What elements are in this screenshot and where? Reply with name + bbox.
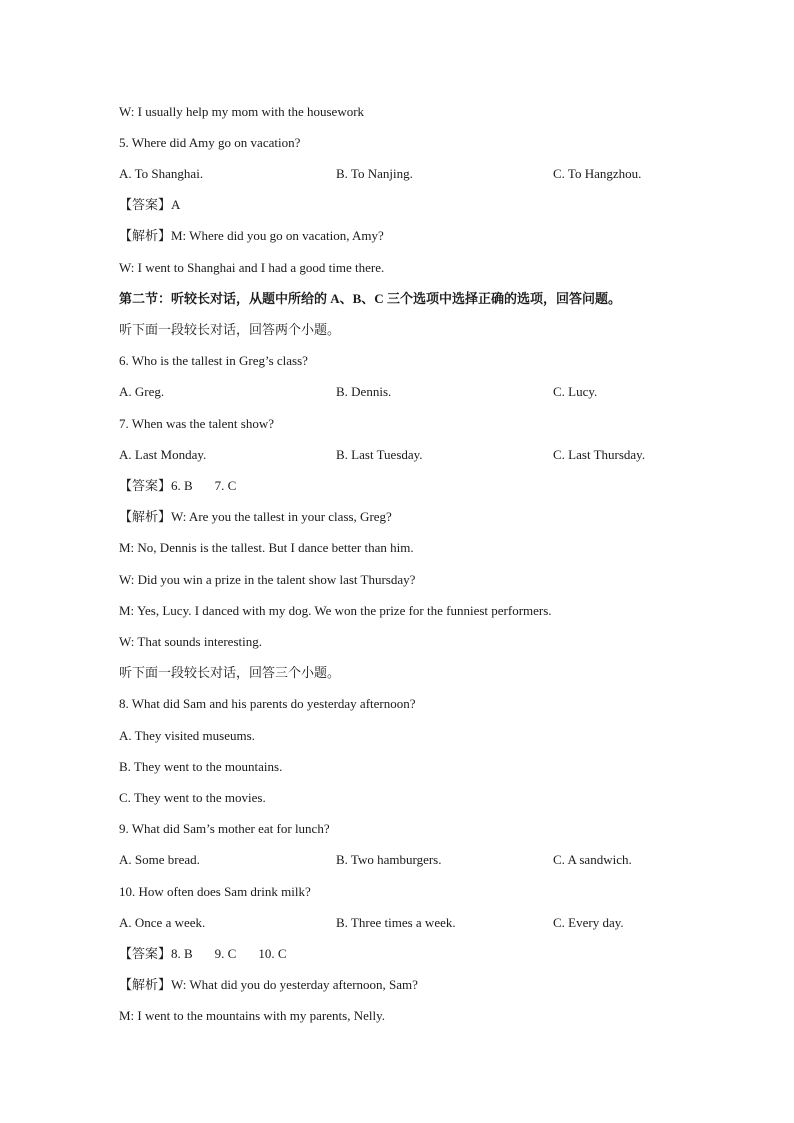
option-a: A. They visited museums. [119, 728, 255, 743]
option-c: C. Every day. [553, 915, 624, 930]
question-8: 8. What did Sam and his parents do yesterday afternoon? [119, 696, 416, 711]
option-b: B. Dennis. [336, 384, 392, 399]
option-b: B. Last Tuesday. [336, 447, 423, 462]
explanation-6-7: 【解析】W: Are you the tallest in your class, Greg? [119, 509, 392, 524]
answer-6: 【答案】6. B [119, 478, 193, 493]
option-b: B. Two hamburgers. [336, 852, 442, 867]
option-a: A. Once a week. [119, 915, 206, 930]
dialogue-line: M: I went to the mountains with my parents, Nelly. [119, 1008, 385, 1023]
option-a: A. Some bread. [119, 852, 200, 867]
option-c: C. A sandwich. [553, 852, 632, 867]
dialogue-line: W: That sounds interesting. [119, 634, 262, 649]
option-b: B. Three times a week. [336, 915, 456, 930]
answer-9: 9. C [214, 946, 237, 961]
answer-8: 【答案】8. B [119, 946, 193, 961]
explanation-5: 【解析】M: Where did you go on vacation, Amy? [119, 228, 384, 243]
option-c: C. Last Thursday. [553, 447, 646, 462]
option-c: C. Lucy. [553, 384, 598, 399]
answer-5: 【答案】A [119, 197, 181, 212]
question-6: 6. Who is the tallest in Greg’s class? [119, 353, 308, 368]
question-6-options [119, 382, 719, 402]
option-a: A. Greg. [119, 384, 165, 399]
section-2-heading: 第二节：听较长对话，从题中所给的 A、B、C 三个选项中选择正确的选项，回答问题。 [119, 291, 621, 306]
question-5-options [119, 164, 719, 184]
question-9: 9. What did Sam’s mother eat for lunch? [119, 821, 330, 836]
instruction-8-10: 听下面一段较长对话，回答三个小题。 [119, 665, 341, 680]
answer-6-7 [119, 476, 719, 496]
option-a: A. Last Monday. [119, 447, 207, 462]
option-b: B. They went to the mountains. [119, 759, 283, 774]
dialogue-line: M: No, Dennis is the tallest. But I dance better than him. [119, 540, 414, 555]
option-a: A. To Shanghai. [119, 166, 204, 181]
answer-7: 7. C [214, 478, 237, 493]
dialogue-line: M: Yes, Lucy. I danced with my dog. We won the prize for the funniest performers. [119, 603, 552, 618]
question-7-options [119, 445, 719, 465]
answer-8-10 [119, 944, 719, 964]
question-10-options [119, 913, 719, 933]
explanation-8-10: 【解析】W: What did you do yesterday afternoon, Sam? [119, 977, 418, 992]
question-5: 5. Where did Amy go on vacation? [119, 135, 301, 150]
option-b: B. To Nanjing. [336, 166, 413, 181]
dialogue-line: W: I usually help my mom with the housework [119, 104, 365, 119]
option-c: C. To Hangzhou. [553, 166, 642, 181]
dialogue-line: W: Did you win a prize in the talent show last Thursday? [119, 572, 416, 587]
instruction-6-7: 听下面一段较长对话，回答两个小题。 [119, 322, 341, 337]
question-9-options [119, 850, 719, 870]
dialogue-line: W: I went to Shanghai and I had a good time there. [119, 260, 385, 275]
option-c: C. They went to the movies. [119, 790, 266, 805]
question-10: 10. How often does Sam drink milk? [119, 884, 311, 899]
question-7: 7. When was the talent show? [119, 416, 274, 431]
answer-10: 10. C [258, 946, 287, 961]
